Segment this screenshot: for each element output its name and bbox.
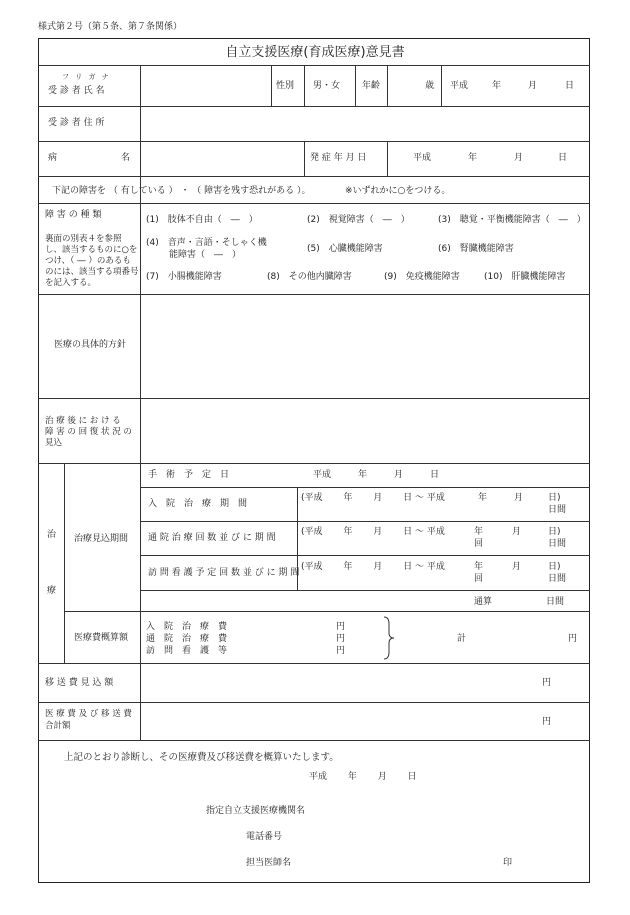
disability-option[interactable]: (2) 視覚障害（ ― ）	[307, 215, 410, 225]
recovery-field[interactable]	[141, 399, 589, 462]
rule	[38, 141, 590, 142]
rule	[140, 590, 590, 591]
rule	[38, 740, 590, 741]
disability-statement[interactable]: 下記の障害を （ 有している ） ・ （ 障害を残す恐れがある ）。	[52, 186, 311, 196]
disability-option[interactable]: (5) 心臓機能障害	[307, 244, 383, 254]
sex-label: 性別	[276, 81, 295, 91]
policy-field[interactable]	[141, 295, 589, 397]
name-label: 受 診 者 氏 名	[48, 86, 105, 96]
disease-label-left: 病	[48, 153, 58, 163]
cost-yen: 円	[336, 646, 346, 656]
cost-total-label: 計	[457, 634, 467, 644]
outpatient-year: 年	[474, 527, 484, 537]
cost-item-outpatient: 通 院 治 療 費	[146, 634, 228, 644]
furigana-label: フ リ ガ ナ	[62, 73, 111, 81]
onset-era: 平成	[413, 153, 432, 163]
rule	[271, 65, 272, 106]
rule	[140, 555, 590, 556]
onset-year: 年	[468, 153, 478, 163]
visiting-kai: 回	[474, 574, 484, 584]
cost-yen: 円	[336, 622, 346, 632]
onset-day: 日	[558, 153, 568, 163]
disability-option-cont[interactable]: 能障害（ ― ）	[169, 250, 242, 260]
name-field[interactable]	[141, 66, 270, 105]
disability-option[interactable]: (3) 聴覚・平衡機能障害（ ― ）	[438, 215, 586, 225]
visiting-day: 日)	[548, 562, 561, 572]
cost-item-inpatient: 入 院 治 療 費	[146, 622, 228, 632]
visiting-label: 訪 問 看 護 予 定 回 数 並 び に 期 間	[148, 568, 300, 578]
recovery-label-1: 治 療 後 に お け る	[45, 416, 121, 426]
rule	[387, 141, 388, 176]
outpatient-label: 通 院 治 療 回 数 並 び に 期 間	[148, 533, 276, 543]
disability-note: ※いずれかに○をつける。	[345, 186, 451, 196]
disability-option[interactable]: (4) 音声・言語・そしゃく機	[146, 238, 267, 248]
cost-total-yen: 円	[568, 634, 578, 644]
total-cost-field[interactable]	[141, 703, 589, 739]
surgery-date[interactable]: 平成 年 月 日	[313, 470, 440, 480]
birth-day: 日	[565, 81, 575, 91]
disability-option[interactable]: (9) 免疫機能障害	[384, 272, 460, 282]
disability-note-1: 裏面の別表４を参照	[45, 234, 122, 244]
period-label: 治療見込期間	[74, 534, 129, 544]
total-cost-label-2: 合計額	[45, 721, 71, 731]
rule	[140, 487, 590, 488]
rule	[140, 521, 590, 522]
total-days-label: 通算	[474, 597, 493, 607]
disability-option[interactable]: (6) 腎臓機能障害	[438, 244, 514, 254]
cost-yen: 円	[336, 634, 346, 644]
inpatient-day: 日)	[548, 493, 561, 503]
inpatient-label: 入 院 治 療 期 間	[148, 499, 248, 509]
treatment-side-top: 治	[47, 530, 57, 540]
rule	[38, 203, 590, 204]
outpatient-days-unit: 日間	[548, 539, 567, 549]
age-field[interactable]	[388, 66, 422, 105]
onset-label: 発 症 年 月 日	[310, 153, 367, 163]
treatment-side-bottom: 療	[47, 586, 57, 596]
surgery-label: 手 術 予 定 日	[148, 470, 230, 480]
rule	[304, 65, 305, 106]
rule	[38, 65, 590, 66]
doctor-label: 担当医師名	[246, 858, 292, 868]
inpatient-month: 月	[514, 493, 524, 503]
inpatient-range[interactable]: (平成 年 月 日 ～ 平成	[301, 493, 445, 503]
visiting-year: 年	[474, 562, 484, 572]
onset-month: 月	[514, 153, 524, 163]
transport-yen: 円	[542, 678, 552, 688]
age-label: 年齢	[362, 81, 381, 91]
disability-option[interactable]: (10) 肝臓機能障害	[484, 272, 566, 282]
inpatient-year: 年	[478, 493, 488, 503]
rule	[441, 65, 442, 106]
rule	[355, 65, 356, 106]
disease-label-right: 名	[121, 153, 131, 163]
inpatient-days-unit: 日間	[548, 505, 567, 515]
total-cost-yen: 円	[542, 717, 552, 727]
recovery-label-2: 障 害 の 回 復 状 況 の	[45, 427, 132, 437]
disease-field[interactable]	[141, 142, 303, 175]
birth-era: 平成	[450, 81, 469, 91]
rule	[64, 463, 65, 663]
birth-year: 年	[492, 81, 502, 91]
outpatient-day: 日)	[548, 527, 561, 537]
recovery-label-3: 見込	[45, 438, 63, 448]
rule	[38, 176, 590, 177]
disability-option[interactable]: (1) 肢体不自由（ ― ）	[146, 215, 258, 225]
total-cost-label-1: 医 療 費 及 び 移 送 費	[45, 709, 132, 719]
declaration: 上記のとおり診断し、その医療費及び移送費を概算いたします。	[64, 752, 339, 763]
address-field[interactable]	[141, 107, 589, 140]
policy-label: 医療の具体的方針	[54, 340, 127, 350]
disability-option[interactable]: (8) その他内臓障害	[267, 272, 352, 282]
total-days-unit: 日間	[546, 597, 565, 607]
cost-item-visiting: 訪 問 看 護 等	[146, 646, 228, 656]
outpatient-range[interactable]: (平成 年 月 日 ～ 平成	[301, 527, 445, 537]
disability-note-5: を記入する。	[45, 278, 97, 288]
disability-note-2: し、該当するものに○を	[45, 245, 138, 255]
declaration-date[interactable]: 平成 年 月 日	[309, 772, 417, 782]
disability-option[interactable]: (7) 小腸機能障害	[146, 272, 222, 282]
age-unit: 歳	[425, 81, 435, 91]
visiting-month: 月	[512, 562, 522, 572]
disability-types-label: 障 害 の 種 類	[45, 210, 102, 220]
transport-label: 移 送 費 見 込 額	[45, 678, 114, 688]
outpatient-kai: 回	[474, 539, 484, 549]
institution-label: 指定自立支援医療機関名	[206, 806, 306, 816]
visiting-days-unit: 日間	[548, 574, 567, 584]
form-reference: 様式第２号（第５条、第７条関係）	[38, 22, 183, 32]
disability-note-3: つけ、（ ― ）のあるも	[45, 256, 131, 266]
form-title: 自立支援医療(育成医療)意見書	[225, 45, 405, 60]
rule	[38, 463, 590, 464]
rule	[64, 611, 590, 612]
visiting-range[interactable]: (平成 年 月 日 ～ 平成	[301, 562, 445, 572]
rule	[304, 141, 305, 176]
sex-options[interactable]: 男・女	[313, 81, 341, 91]
cost-label: 医療費概算額	[74, 633, 129, 643]
outpatient-month: 月	[512, 527, 522, 537]
seal-mark: 印	[503, 858, 513, 868]
phone-label: 電話番号	[246, 832, 283, 842]
birth-month: 月	[528, 81, 538, 91]
transport-field[interactable]	[141, 664, 589, 701]
right-brace-icon	[382, 616, 396, 660]
address-label: 受 診 者 住 所	[48, 118, 105, 128]
disability-note-4: のには、該当する項番号	[45, 267, 139, 277]
